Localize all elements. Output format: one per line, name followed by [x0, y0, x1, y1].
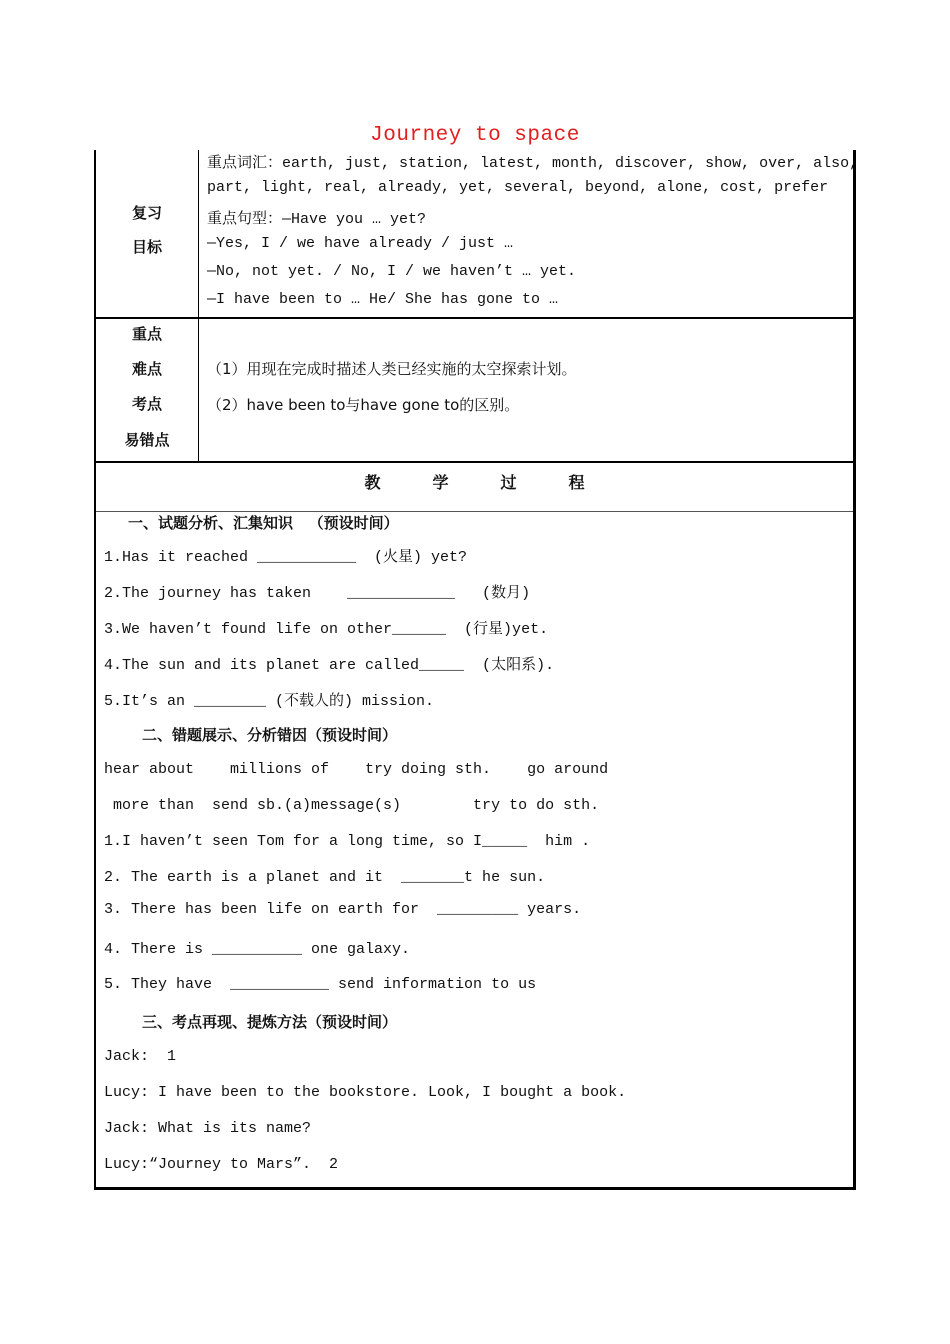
- exercise-2-item-3: 3. There has been life on earth for _________ years.: [104, 901, 582, 918]
- sentence-pattern-yes: —Yes, I / we have already / just …: [207, 235, 514, 252]
- vocab-line-2: part, light, real, already, yet, several, beyond, alone, cost, prefer: [207, 179, 829, 196]
- exercise-2-item-1: 1.I haven’t seen Tom for a long time, so I_____ him .: [104, 833, 591, 850]
- lesson-table: [94, 150, 859, 1190]
- focus-label-key: 重点: [131, 325, 162, 343]
- review-label-2: 目标: [131, 238, 162, 256]
- row-divider: [96, 317, 853, 319]
- exercise-2-item-4: 4. There is __________ one galaxy.: [104, 941, 411, 958]
- dialogue-line-1: Jack: 1: [104, 1048, 177, 1065]
- process-char: 过: [500, 473, 517, 492]
- exercise-1-item-1: 1.Has it reached ___________ (火星) yet?: [104, 549, 468, 566]
- sentence-pattern-been-gone: —I have been to … He/ She has gone to …: [207, 291, 559, 308]
- exercise-2-item-5: 5. They have ___________ send information to us: [104, 976, 537, 993]
- section-1-heading: 一、试题分析、汇集知识 （预设时间）: [128, 514, 399, 532]
- vocab-line-1: 重点词汇：earth, just, station, latest, month, discover, show, over, also,: [207, 155, 859, 172]
- process-char: 程: [568, 473, 585, 492]
- phrase-bank-line-2: more than send sb.(a)message(s) try to do sth.: [104, 797, 600, 814]
- exercise-1-item-2: 2.The journey has taken ____________ (数月): [104, 585, 531, 602]
- dialogue-line-3: Jack: What is its name?: [104, 1120, 312, 1137]
- exercise-1-item-5: 5.It’s an ________ (不载人的) mission.: [104, 693, 435, 710]
- process-header: [96, 470, 853, 493]
- exercise-2-item-2: 2. The earth is a planet and it _______t he sun.: [104, 869, 546, 886]
- process-char: 教: [364, 473, 381, 492]
- column-divider: [198, 150, 199, 462]
- review-label-1: 复习: [131, 204, 162, 222]
- exercise-1-item-3: 3.We haven’t found life on other______ (行星)yet.: [104, 621, 549, 638]
- focus-label-exam: 考点: [131, 395, 162, 413]
- focus-item-2: （2）have been to与have gone to的区别。: [207, 396, 520, 414]
- phrase-bank-line-1: hear about millions of try doing sth. go around: [104, 761, 609, 778]
- dialogue-line-4: Lucy:“Journey to Mars”. 2: [104, 1156, 339, 1173]
- page-title: Journey to space: [370, 124, 580, 147]
- dialogue-line-2: Lucy: I have been to the bookstore. Look, I bought a book.: [104, 1084, 627, 1101]
- sentence-pattern-no: —No, not yet. / No, I / we haven’t … yet.: [207, 263, 577, 280]
- exercise-1-item-4: 4.The sun and its planet are called_____ (太阳系).: [104, 657, 555, 674]
- section-3-heading: 三、考点再现、提炼方法（预设时间）: [142, 1013, 398, 1031]
- section-2-heading: 二、错题展示、分析错因（预设时间）: [142, 726, 398, 744]
- process-char: 学: [432, 473, 449, 492]
- row-divider: [96, 461, 853, 463]
- focus-label-difficult: 难点: [131, 360, 162, 378]
- focus-item-1: （1）用现在完成时描述人类已经实施的太空探索计划。: [207, 360, 577, 378]
- sentence-pattern-line: 重点句型：—Have you … yet?: [207, 211, 427, 228]
- focus-label-error-prone: 易错点: [124, 431, 170, 449]
